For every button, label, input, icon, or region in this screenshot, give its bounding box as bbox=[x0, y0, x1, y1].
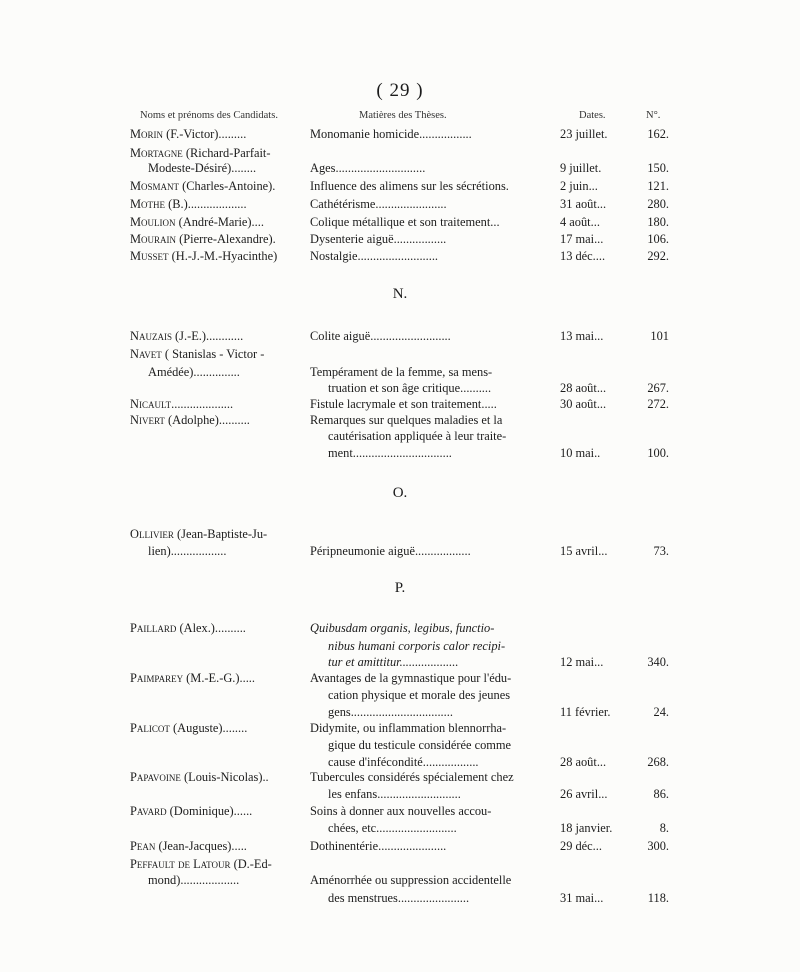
thesis-number: 300. bbox=[647, 839, 669, 853]
thesis-number: 106. bbox=[647, 232, 669, 246]
thesis-date: 2 juin... bbox=[560, 179, 598, 193]
thesis-subject-continuation: tur et amittitur................... bbox=[328, 655, 459, 669]
candidate-name bbox=[130, 670, 308, 686]
candidate-given-names: (M.-E.-G.)..... bbox=[183, 671, 255, 685]
section-heading-p: P. bbox=[394, 580, 406, 596]
candidate-given-names: (Louis-Nicolas).. bbox=[180, 770, 269, 784]
candidate-given-names: (Charles-Antoine). bbox=[179, 179, 276, 193]
thesis-number: 280. bbox=[647, 197, 669, 211]
thesis-subject: Aménorrhée ou suppression accidentelle bbox=[310, 873, 512, 887]
header-dates: Dates. bbox=[579, 110, 606, 121]
thesis-subject: Dysenterie aiguë................. bbox=[310, 232, 447, 246]
candidate-surname: Ollivier bbox=[130, 527, 174, 541]
candidate-surname: Mourain bbox=[130, 232, 177, 246]
page-number: ( 29 ) bbox=[376, 80, 424, 101]
candidate-name bbox=[130, 769, 308, 785]
candidate-surname: Mortagne bbox=[130, 146, 183, 160]
thesis-subject: Monomanie homicide................. bbox=[310, 127, 472, 141]
thesis-number: 150. bbox=[647, 161, 669, 175]
thesis-number: 24. bbox=[653, 705, 669, 719]
candidate-surname: Musset bbox=[130, 249, 169, 263]
thesis-subject-continuation: les enfans........................... bbox=[328, 787, 461, 801]
thesis-date: 26 avril... bbox=[560, 787, 608, 801]
candidate-name bbox=[130, 803, 308, 819]
thesis-subject: Colite aiguë.......................... bbox=[310, 329, 451, 343]
candidate-surname: Navet bbox=[130, 347, 162, 361]
thesis-subject: Quibusdam organis, legibus, functio- bbox=[310, 621, 495, 635]
thesis-subject-continuation: nibus humani corporis calor recipi- bbox=[328, 639, 506, 653]
candidate-name bbox=[130, 838, 308, 854]
candidate-surname: Pean bbox=[130, 839, 156, 853]
candidate-given-names: (F.-Victor)......... bbox=[163, 127, 247, 141]
candidate-surname: Paillard bbox=[130, 621, 177, 635]
thesis-number: 8. bbox=[659, 821, 669, 835]
thesis-date: 28 août... bbox=[560, 755, 607, 769]
thesis-subject-continuation: ment................................ bbox=[328, 446, 452, 460]
section-heading-o: O. bbox=[392, 485, 408, 501]
candidate-given-names: (Auguste)........ bbox=[169, 721, 248, 735]
thesis-subject-continuation: gens................................. bbox=[328, 705, 453, 719]
thesis-number: 101 bbox=[650, 329, 669, 343]
thesis-date: 4 août... bbox=[560, 215, 600, 229]
thesis-number: 118. bbox=[647, 891, 669, 905]
candidate-given-names: (André-Marie).... bbox=[175, 215, 264, 229]
thesis-subject-continuation: cation physique et morale des jeunes bbox=[328, 688, 511, 702]
thesis-subject: Soins à donner aux nouvelles accou- bbox=[310, 804, 492, 818]
candidate-given-names: (B.)................... bbox=[165, 197, 247, 211]
thesis-date: 31 août... bbox=[560, 197, 607, 211]
candidate-surname: Pavard bbox=[130, 804, 167, 818]
candidate-given-names: (Dominique)...... bbox=[166, 804, 253, 818]
candidate-surname: Palicot bbox=[130, 721, 170, 735]
candidate-given-names: ( Stanislas - Victor - bbox=[161, 347, 265, 361]
header-number: N°. bbox=[646, 110, 661, 121]
thesis-subject-continuation: gique du testicule considérée comme bbox=[328, 738, 512, 752]
candidate-given-names: (D.-Ed- bbox=[230, 857, 272, 871]
thesis-subject: Tempérament de la femme, sa mens- bbox=[310, 365, 493, 379]
candidate-name bbox=[130, 196, 308, 212]
thesis-date: 15 avril... bbox=[560, 544, 608, 558]
thesis-number: 292. bbox=[647, 249, 669, 263]
candidate-name bbox=[130, 526, 308, 542]
thesis-date: 28 août... bbox=[560, 381, 607, 395]
candidate-name bbox=[130, 620, 308, 636]
thesis-subject: Didymite, ou inflammation blennorrha- bbox=[310, 721, 507, 735]
candidate-name-continuation: mond)................... bbox=[148, 873, 240, 887]
thesis-subject-continuation: cause d'infécondité.................. bbox=[328, 755, 479, 769]
thesis-date: 17 mai... bbox=[560, 232, 604, 246]
candidate-surname: Nivert bbox=[130, 413, 165, 427]
thesis-subject: Cathétérisme....................... bbox=[310, 197, 447, 211]
thesis-subject: Dothinentérie...................... bbox=[310, 839, 447, 853]
thesis-date: 10 mai.. bbox=[560, 446, 601, 460]
candidate-name bbox=[130, 346, 308, 362]
thesis-subject-continuation: chées, etc.......................... bbox=[328, 821, 457, 835]
candidate-given-names: (Richard-Parfait- bbox=[182, 146, 271, 160]
thesis-date: 31 mai... bbox=[560, 891, 604, 905]
candidate-name bbox=[130, 412, 308, 428]
candidate-surname: Morin bbox=[130, 127, 164, 141]
thesis-number: 268. bbox=[647, 755, 669, 769]
thesis-subject: Influence des alimens sur les sécrétions. bbox=[310, 179, 509, 193]
thesis-number: 73. bbox=[653, 544, 669, 558]
thesis-date: 18 janvier. bbox=[560, 821, 613, 835]
candidate-given-names: (Pierre-Alexandre). bbox=[176, 232, 276, 246]
thesis-subject: Péripneumonie aiguë.................. bbox=[310, 544, 471, 558]
candidate-given-names: (Adolphe).......... bbox=[164, 413, 250, 427]
candidate-given-names: (J.-E.)............ bbox=[171, 329, 244, 343]
header-subjects: Matières des Thèses. bbox=[359, 110, 447, 121]
candidate-surname: Peffault de Latour bbox=[130, 857, 231, 871]
candidate-name bbox=[130, 214, 308, 230]
candidate-name-continuation: Modeste-Désiré)........ bbox=[148, 161, 257, 175]
thesis-subject: Fistule lacrymale et son traitement..... bbox=[310, 397, 497, 411]
thesis-subject: Ages............................. bbox=[310, 161, 426, 175]
thesis-date: 13 mai... bbox=[560, 329, 604, 343]
thesis-date: 23 juillet. bbox=[560, 127, 608, 141]
candidate-surname: Mosmant bbox=[130, 179, 180, 193]
candidate-name-continuation: Amédée)............... bbox=[148, 365, 240, 379]
thesis-date: 9 juillet. bbox=[560, 161, 602, 175]
candidate-name bbox=[130, 396, 308, 412]
candidate-name bbox=[130, 126, 308, 142]
thesis-number: 162. bbox=[647, 127, 669, 141]
thesis-date: 30 août... bbox=[560, 397, 607, 411]
candidate-name-continuation: lien).................. bbox=[148, 544, 227, 558]
candidate-surname: Mothe bbox=[130, 197, 166, 211]
candidate-surname: Moulion bbox=[130, 215, 176, 229]
candidate-surname: Nicault bbox=[130, 397, 172, 411]
candidate-surname: Nauzais bbox=[130, 329, 172, 343]
candidate-name bbox=[130, 720, 308, 736]
thesis-subject: Nostalgie.......................... bbox=[310, 249, 439, 263]
thesis-subject: Tubercules considérés spécialement chez bbox=[310, 770, 514, 784]
candidate-given-names: (Alex.).......... bbox=[176, 621, 246, 635]
candidate-name bbox=[130, 328, 308, 344]
thesis-number: 121. bbox=[647, 179, 669, 193]
thesis-subject: Avantages de la gymnastique pour l'édu- bbox=[310, 671, 512, 685]
thesis-number: 86. bbox=[653, 787, 669, 801]
header-candidates: Noms et prénoms des Candidats. bbox=[140, 110, 278, 121]
candidate-given-names: (Jean-Baptiste-Ju- bbox=[173, 527, 268, 541]
thesis-date: 12 mai... bbox=[560, 655, 604, 669]
candidate-given-names: (H.-J.-M.-Hyacinthe) bbox=[168, 249, 278, 263]
section-heading-n: N. bbox=[392, 286, 408, 302]
candidate-name bbox=[130, 178, 308, 194]
candidate-name bbox=[130, 856, 308, 872]
thesis-date: 29 déc... bbox=[560, 839, 602, 853]
thesis-date: 13 déc.... bbox=[560, 249, 606, 263]
thesis-subject: Remarques sur quelques maladies et la bbox=[310, 413, 503, 427]
thesis-number: 272. bbox=[647, 397, 669, 411]
candidate-name bbox=[130, 231, 308, 247]
thesis-subject-continuation: cautérisation appliquée à leur traite- bbox=[328, 429, 507, 443]
candidate-given-names: .................... bbox=[171, 397, 234, 411]
candidate-given-names: (Jean-Jacques)..... bbox=[155, 839, 247, 853]
candidate-name bbox=[130, 145, 308, 161]
thesis-number: 180. bbox=[647, 215, 669, 229]
thesis-number: 267. bbox=[647, 381, 669, 395]
thesis-subject-continuation: des menstrues....................... bbox=[328, 891, 470, 905]
thesis-subject: Colique métallique et son traitement... bbox=[310, 215, 500, 229]
thesis-subject-continuation: truation et son âge critique.......... bbox=[328, 381, 492, 395]
thesis-number: 100. bbox=[647, 446, 669, 460]
candidate-surname: Paimparey bbox=[130, 671, 184, 685]
thesis-number: 340. bbox=[647, 655, 669, 669]
thesis-date: 11 février. bbox=[560, 705, 611, 719]
candidate-surname: Papavoine bbox=[130, 770, 181, 784]
candidate-name bbox=[130, 248, 308, 264]
